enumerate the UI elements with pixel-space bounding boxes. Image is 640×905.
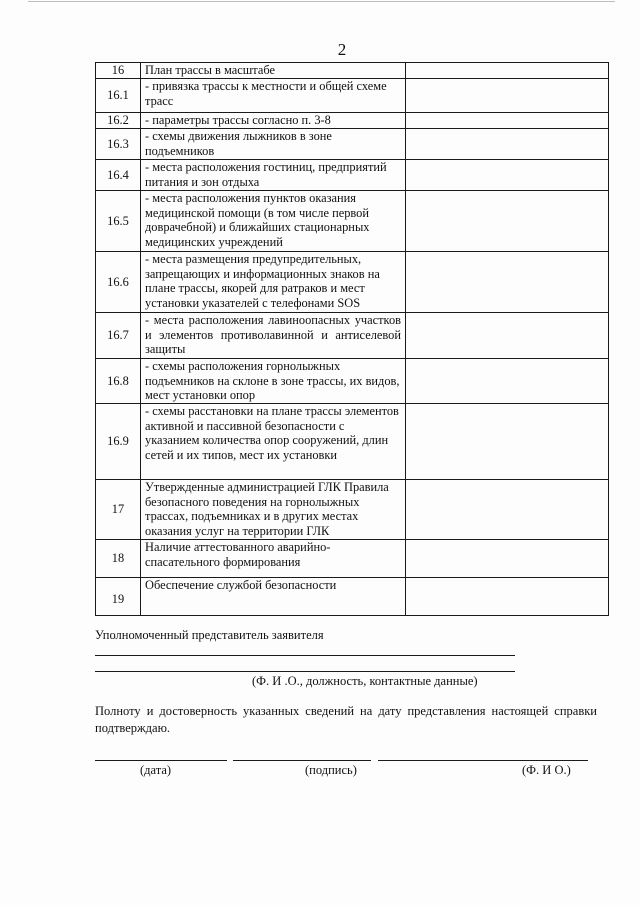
table-row <box>96 313 609 359</box>
top-border-line <box>28 1 615 2</box>
table-row <box>96 160 609 191</box>
row-value-cell <box>406 252 609 313</box>
row-description: Утвержденные администрацией ГЛК Правила безопасного поведения на горнолыжных трассах, подъемниках и в других местах оказания услуг на территории ГЛК <box>141 480 406 540</box>
row-number: 16.4 <box>96 160 141 191</box>
signature-line <box>233 760 371 761</box>
row-value-cell <box>406 160 609 191</box>
name-line <box>378 760 588 761</box>
signature-label: (подпись) <box>305 763 357 777</box>
row-number: 16.5 <box>96 191 141 252</box>
row-value-cell <box>406 113 609 129</box>
row-number: 19 <box>96 578 141 616</box>
row-number: 18 <box>96 540 141 578</box>
row-number: 16.3 <box>96 129 141 160</box>
row-number: 16.7 <box>96 313 141 359</box>
row-number: 16 <box>96 63 141 79</box>
row-description: - места расположения лавиноопасных участков и элементов противолавинной и антиселевой защиты <box>141 313 406 359</box>
row-value-cell <box>406 129 609 160</box>
row-number: 16.6 <box>96 252 141 313</box>
table-row <box>96 359 609 404</box>
row-description: - схемы расстановки на плане трассы элементов активной и пассивной безопасности с указанием количества опор сооружений, длин сетей и их типов, мест их установки <box>141 404 406 480</box>
table-row <box>96 129 609 160</box>
row-description: - места расположения гостиниц, предприятий питания и зон отдыха <box>141 160 406 191</box>
fio-caption: (Ф. И .О., должность, контактные данные) <box>252 674 478 688</box>
name-label: (Ф. И О.) <box>522 763 571 777</box>
row-number: 17 <box>96 480 141 540</box>
row-description: - места размещения предупредительных, запрещающих и информационных знаков на плане трассы, якорей для ратраков и мест установки указателей с телефонами SOS <box>141 252 406 313</box>
row-description: - привязка трассы к местности и общей схеме трасс <box>141 79 406 113</box>
table-row <box>96 113 609 129</box>
row-description: - схемы расположения горнолыжных подъемников на склоне в зоне трассы, их видов, мест установки опор <box>141 359 406 404</box>
row-number: 16.1 <box>96 79 141 113</box>
row-description: Наличие аттестованного аварийно-спасательного формирования <box>141 540 406 578</box>
row-number: 16.2 <box>96 113 141 129</box>
row-value-cell <box>406 578 609 616</box>
requirements-table <box>95 62 609 616</box>
row-value-cell <box>406 191 609 252</box>
table-row <box>96 63 609 79</box>
representative-label: Уполномоченный представитель заявителя <box>95 628 324 642</box>
row-value-cell <box>406 404 609 480</box>
table-row <box>96 480 609 540</box>
row-value-cell <box>406 480 609 540</box>
row-description: План трассы в масштабе <box>141 63 406 79</box>
table-row <box>96 404 609 480</box>
row-number: 16.9 <box>96 404 141 480</box>
row-value-cell <box>406 313 609 359</box>
row-description: - места расположения пунктов оказания медицинской помощи (в том числе первой доврачебной) и ближайших стационарных медицинских учреждений <box>141 191 406 252</box>
row-value-cell <box>406 540 609 578</box>
table-row <box>96 578 609 616</box>
row-value-cell <box>406 63 609 79</box>
row-value-cell <box>406 79 609 113</box>
page-number: 2 <box>337 40 347 59</box>
row-description: - параметры трассы согласно п. 3-8 <box>141 113 406 129</box>
table-row <box>96 252 609 313</box>
row-description: - схемы движения лыжников в зоне подъемников <box>141 129 406 160</box>
date-label: (дата) <box>140 763 172 777</box>
representative-line-1 <box>95 655 515 656</box>
row-number: 16.8 <box>96 359 141 404</box>
representative-line-2 <box>95 671 515 672</box>
row-value-cell <box>406 359 609 404</box>
row-description: Обеспечение службой безопасности <box>141 578 406 616</box>
date-line <box>95 760 227 761</box>
table-row <box>96 540 609 578</box>
table-row <box>96 191 609 252</box>
confirmation-text: Полноту и достоверность указанных сведений на дату представления настоящей справки подтверждаю. <box>95 704 597 735</box>
table-row <box>96 79 609 113</box>
